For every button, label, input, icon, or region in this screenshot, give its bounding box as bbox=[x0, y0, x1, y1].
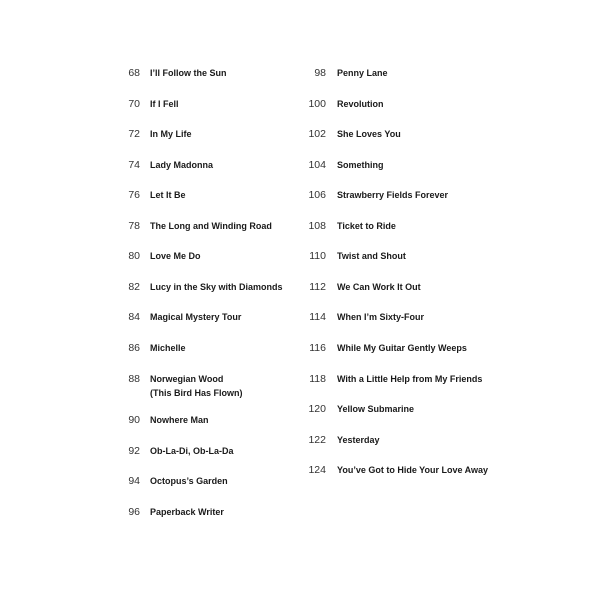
page-number: 116 bbox=[309, 342, 326, 354]
page-number: 104 bbox=[308, 159, 326, 171]
page-number: 90 bbox=[128, 414, 140, 426]
song-title: Strawberry Fields Forever bbox=[337, 190, 449, 200]
song-title: Twist and Shout bbox=[337, 251, 406, 261]
page-number: 118 bbox=[309, 373, 326, 385]
song-title: Yesterday bbox=[337, 435, 380, 445]
page-number: 124 bbox=[308, 464, 326, 476]
song-title: You’ve Got to Hide Your Love Away bbox=[337, 465, 489, 475]
page-number: 120 bbox=[308, 403, 326, 415]
page-number: 114 bbox=[309, 311, 326, 323]
song-title: I’ll Follow the Sun bbox=[150, 68, 227, 78]
song-title: Ob-La-Di, Ob-La-Da bbox=[150, 446, 234, 456]
song-title: In My Life bbox=[150, 129, 192, 139]
song-title: Let It Be bbox=[150, 190, 186, 200]
page-number: 92 bbox=[128, 445, 140, 457]
page-number: 68 bbox=[128, 67, 140, 79]
song-title: Penny Lane bbox=[337, 68, 388, 78]
song-title: Magical Mystery Tour bbox=[150, 312, 242, 322]
song-title: We Can Work It Out bbox=[337, 282, 421, 292]
song-title: Octopus’s Garden bbox=[150, 476, 228, 486]
page-number: 122 bbox=[308, 434, 326, 446]
page-number: 98 bbox=[314, 67, 326, 79]
song-title: Norwegian Wood (This Bird Has Flown) bbox=[150, 374, 243, 398]
page-number: 74 bbox=[128, 159, 140, 171]
song-title: Something bbox=[337, 160, 384, 170]
song-title: When I’m Sixty-Four bbox=[337, 312, 425, 322]
page-number: 110 bbox=[309, 250, 326, 262]
page-number: 72 bbox=[128, 128, 140, 140]
song-title: Yellow Submarine bbox=[337, 404, 415, 414]
page-number: 112 bbox=[309, 281, 326, 293]
page-number: 102 bbox=[308, 128, 326, 140]
song-title: Michelle bbox=[150, 343, 186, 353]
page-number: 76 bbox=[128, 189, 140, 201]
song-title: If I Fell bbox=[150, 99, 179, 109]
page-number: 84 bbox=[128, 311, 140, 323]
song-title: Love Me Do bbox=[150, 251, 201, 261]
page-number: 78 bbox=[128, 220, 140, 232]
song-title: With a Little Help from My Friends bbox=[337, 374, 483, 384]
page-number: 80 bbox=[128, 250, 140, 262]
song-title: The Long and Winding Road bbox=[150, 221, 272, 231]
page-number: 86 bbox=[128, 342, 140, 354]
page-number: 94 bbox=[128, 475, 140, 487]
page-number: 70 bbox=[128, 98, 140, 110]
song-title: Revolution bbox=[337, 99, 384, 109]
song-title: While My Guitar Gently Weeps bbox=[337, 343, 467, 353]
page-number: 108 bbox=[308, 220, 326, 232]
song-title: She Loves You bbox=[337, 129, 401, 139]
song-title: Nowhere Man bbox=[150, 415, 209, 425]
song-title: Lucy in the Sky with Diamonds bbox=[150, 282, 283, 292]
page-number: 96 bbox=[128, 506, 140, 518]
page-number: 100 bbox=[308, 98, 326, 110]
song-title: Ticket to Ride bbox=[337, 221, 396, 231]
page-number: 82 bbox=[128, 281, 140, 293]
song-title: Lady Madonna bbox=[150, 160, 214, 170]
page-number: 88 bbox=[128, 373, 140, 385]
song-title: Paperback Writer bbox=[150, 507, 224, 517]
page-number: 106 bbox=[308, 189, 326, 201]
